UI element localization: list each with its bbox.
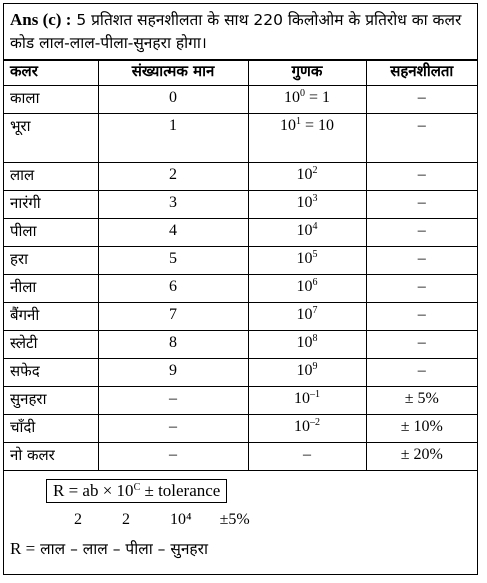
- cell-color: [4, 219, 98, 247]
- multiplier-base: 10: [296, 362, 313, 379]
- multiplier-base: 10: [279, 117, 296, 134]
- tolerance-value: –: [417, 362, 426, 379]
- cell-multiplier: [248, 359, 366, 387]
- tolerance-value: –: [417, 250, 426, 267]
- numeric-value: –: [169, 390, 177, 407]
- cell-multiplier: [248, 303, 366, 331]
- tolerance-value: –: [417, 166, 426, 183]
- color-name: नीला: [10, 278, 37, 296]
- tolerance-value: ± 20%: [400, 446, 443, 463]
- cell-tolerance: [366, 443, 477, 471]
- numeric-value: 5: [169, 250, 177, 267]
- result-bands: लाल – लाल – पीला – सुनहरा: [40, 540, 209, 558]
- cell-value: [98, 303, 248, 331]
- cell-value: [98, 443, 248, 471]
- cell-multiplier: [248, 247, 366, 275]
- formula-box: [46, 479, 227, 503]
- cell-color: [4, 191, 98, 219]
- tolerance-value: –: [417, 334, 426, 351]
- cell-multiplier: [248, 114, 366, 163]
- table-row: [4, 163, 477, 191]
- tolerance-value: –: [417, 222, 426, 239]
- color-name: सफेद: [10, 362, 40, 380]
- tolerance-value: –: [417, 306, 426, 323]
- cell-value: [98, 275, 248, 303]
- multiplier-exponent: 5: [312, 249, 318, 260]
- header-color: कलर: [4, 61, 98, 86]
- tolerance-value: –: [417, 278, 426, 295]
- multiplier-exponent: –1: [310, 389, 320, 400]
- cell-color: [4, 86, 98, 114]
- numeric-value: 4: [169, 222, 177, 239]
- table-row: [4, 387, 477, 415]
- formula-exponent: C: [133, 482, 141, 493]
- numeric-value: –: [169, 446, 177, 463]
- cell-multiplier: [248, 387, 366, 415]
- multiplier-exponent: 2: [312, 165, 318, 176]
- numeric-value: 2: [169, 166, 177, 183]
- band-values: 2 2 10⁴ ±5%: [74, 511, 250, 528]
- cell-color: [4, 331, 98, 359]
- header-multiplier: गुणक: [248, 61, 366, 86]
- table-row: [4, 443, 477, 471]
- multiplier-base: 10: [294, 418, 310, 435]
- cell-value: [98, 163, 248, 191]
- cell-multiplier: [248, 443, 366, 471]
- result-line: [10, 537, 208, 559]
- tolerance-value: –: [417, 89, 426, 106]
- multiplier-base: 10: [296, 278, 313, 295]
- multiplier-exponent: 3: [312, 193, 318, 204]
- cell-value: [98, 86, 248, 114]
- multiplier-exponent: 9: [312, 361, 318, 372]
- cell-tolerance: [366, 331, 477, 359]
- table-row: [4, 303, 477, 331]
- header-value: संख्यात्मक मान: [98, 61, 248, 86]
- table-row: [4, 219, 477, 247]
- multiplier-base: 10: [296, 166, 313, 183]
- cell-tolerance: [366, 359, 477, 387]
- color-name: चाँदी: [10, 418, 36, 436]
- multiplier-base: 10: [296, 334, 313, 351]
- color-name: नो कलर: [10, 446, 55, 464]
- numeric-value: 0: [169, 89, 177, 106]
- cell-multiplier: [248, 219, 366, 247]
- multiplier-exponent: 4: [312, 221, 318, 232]
- color-name: बैंगनी: [10, 306, 40, 324]
- table-header-row: [4, 61, 477, 86]
- cell-tolerance: [366, 247, 477, 275]
- multiplier-base: 10: [296, 250, 313, 267]
- tolerance-value: –: [417, 194, 426, 211]
- multiplier-exponent: 8: [312, 333, 318, 344]
- cell-multiplier: [248, 86, 366, 114]
- multiplier-base: 10: [283, 89, 300, 106]
- tolerance-value: ± 5%: [404, 390, 439, 407]
- formula-section: [4, 470, 477, 567]
- formula-prefix: R = ab × 10: [53, 481, 134, 500]
- color-code-table: [4, 60, 477, 471]
- multiplier-base: 10: [294, 390, 310, 407]
- cell-value: [98, 219, 248, 247]
- tolerance-value: ± 10%: [400, 418, 443, 435]
- cell-value: [98, 331, 248, 359]
- multiplier-exponent: 7: [312, 305, 318, 316]
- color-name: काला: [10, 89, 40, 107]
- multiplier-equals: = 1: [304, 89, 331, 106]
- answer-text: 5 प्रतिशत सहनशीलता के साथ 220 किलोओम के प्रतिरोध का कलर कोड लाल-लाल-पीला-सुनहरा होगा।: [10, 11, 462, 52]
- table-row: [4, 247, 477, 275]
- cell-color: [4, 275, 98, 303]
- formula-suffix: ± tolerance: [140, 481, 221, 500]
- cell-multiplier: [248, 331, 366, 359]
- cell-color: [4, 114, 98, 163]
- multiplier-exponent: 6: [312, 277, 318, 288]
- result-r: R =: [10, 539, 36, 558]
- cell-value: [98, 415, 248, 443]
- multiplier-exponent: –2: [310, 417, 320, 428]
- cell-tolerance: [366, 415, 477, 443]
- multiplier-exponent: 0: [299, 88, 305, 99]
- cell-color: [4, 303, 98, 331]
- cell-tolerance: [366, 86, 477, 114]
- cell-tolerance: [366, 275, 477, 303]
- cell-color: [4, 415, 98, 443]
- table-row: [4, 114, 477, 163]
- answer-sheet: [3, 3, 478, 575]
- cell-color: [4, 359, 98, 387]
- numeric-value: 1: [169, 117, 177, 134]
- color-name: हरा: [10, 250, 28, 268]
- color-name: लाल: [10, 166, 35, 184]
- cell-value: [98, 247, 248, 275]
- cell-tolerance: [366, 163, 477, 191]
- table-row: [4, 415, 477, 443]
- cell-multiplier: [248, 191, 366, 219]
- multiplier-exponent: 1: [295, 116, 301, 127]
- cell-tolerance: [366, 191, 477, 219]
- header-tolerance: सहनशीलता: [366, 61, 477, 86]
- multiplier-base: 10: [296, 306, 313, 323]
- cell-color: [4, 247, 98, 275]
- cell-multiplier: [248, 275, 366, 303]
- table-row: [4, 275, 477, 303]
- answer-intro: [4, 4, 477, 60]
- table-row: [4, 86, 477, 114]
- multiplier-equals: = 10: [300, 117, 335, 134]
- table-body: [4, 86, 477, 471]
- cell-tolerance: [366, 387, 477, 415]
- tolerance-value: –: [417, 117, 426, 134]
- cell-tolerance: [366, 114, 477, 163]
- numeric-value: 6: [169, 278, 177, 295]
- cell-color: [4, 443, 98, 471]
- cell-value: [98, 387, 248, 415]
- cell-value: [98, 359, 248, 387]
- color-name: सुनहरा: [10, 390, 47, 408]
- cell-color: [4, 387, 98, 415]
- cell-tolerance: [366, 219, 477, 247]
- table-row: [4, 359, 477, 387]
- table-row: [4, 191, 477, 219]
- numeric-value: 3: [169, 194, 177, 211]
- cell-tolerance: [366, 303, 477, 331]
- cell-multiplier: [248, 415, 366, 443]
- cell-color: [4, 163, 98, 191]
- color-name: पीला: [10, 222, 37, 240]
- multiplier-base: –: [303, 446, 311, 463]
- numeric-value: 9: [169, 362, 177, 379]
- color-name: स्लेटी: [10, 334, 38, 352]
- cell-multiplier: [248, 163, 366, 191]
- numeric-value: 8: [169, 334, 177, 351]
- cell-value: [98, 114, 248, 163]
- multiplier-base: 10: [296, 222, 313, 239]
- numeric-value: –: [169, 418, 177, 435]
- color-name: नारंगी: [10, 194, 41, 212]
- color-name: भूरा: [10, 117, 31, 135]
- multiplier-base: 10: [296, 194, 313, 211]
- cell-value: [98, 191, 248, 219]
- table-row: [4, 331, 477, 359]
- answer-label: Ans (c) :: [10, 10, 72, 29]
- numeric-value: 7: [169, 306, 177, 323]
